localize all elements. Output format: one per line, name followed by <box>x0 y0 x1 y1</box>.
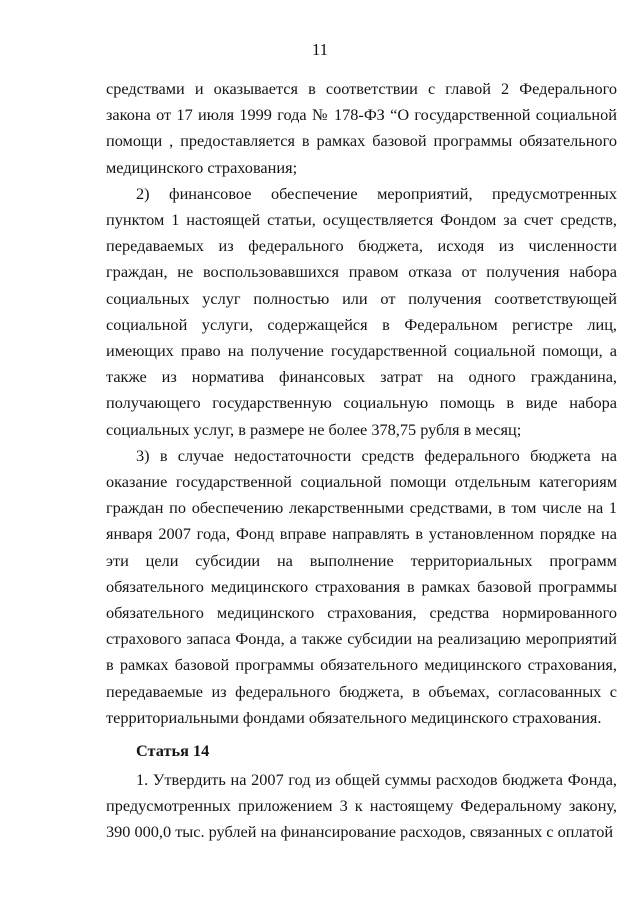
paragraph-continuation: средствами и оказывается в соответствии с главой 2 Федерального закона от 17 июля 1999 года № 178-ФЗ “О государственной социальной помощи , предоставляется в рамках базовой программы обязательного медицинского страхования; <box>106 79 617 177</box>
article-heading: Статья 14 <box>136 741 210 761</box>
paragraph-article-14-item-1: 1. Утвердить на 2007 год из общей суммы расходов бюджета Фонда, предусмотренных приложением 3 к настоящему Федеральному закону, 390 000,0 тыс. рублей на финансирование расходов, связанных с оплатой <box>106 770 617 842</box>
paragraph-item-3: 3) в случае недостаточности средств федерального бюджета на оказание государственной социальной помощи отдельным категориям граждан по обеспечению лекарственными средствами, в том числе на 1 января 2007 года, Фонд вправе направлять в установленном порядке на эти цели субсидии на выполнение территориальных программ обязательного медицинского страхования в рамках базовой программы обязательного медицинского страхования, средства нормированного страхового запаса Фонда, а также субсидии на реализацию мероприятий в рамках базовой программы обязательного медицинского страхования, передаваемые из федерального бюджета, в объемах, согласованных с территориальными фондами обязательного медицинского страхования. <box>106 445 617 727</box>
paragraph-item-2: 2) финансовое обеспечение мероприятий, предусмотренных пунктом 1 настоящей статьи, осуществляется Фондом за счет средств, передаваемых из федерального бюджета, исходя из численности граждан, не воспользовавшихся правом отказа от получения набора социальных услуг полностью или от получения соответствующей социальной услуги, содержащейся в Федеральном регистре лиц, имеющих право на получение государственной социальной помощи, а также из норматива финансовых затрат на одного гражданина, получающего государственную социальную помощь в виде набора социальных услуг, в размере не более 378,75 рубля в месяц; <box>106 183 617 439</box>
page-number: 11 <box>311 40 329 59</box>
document-body <box>106 76 617 846</box>
